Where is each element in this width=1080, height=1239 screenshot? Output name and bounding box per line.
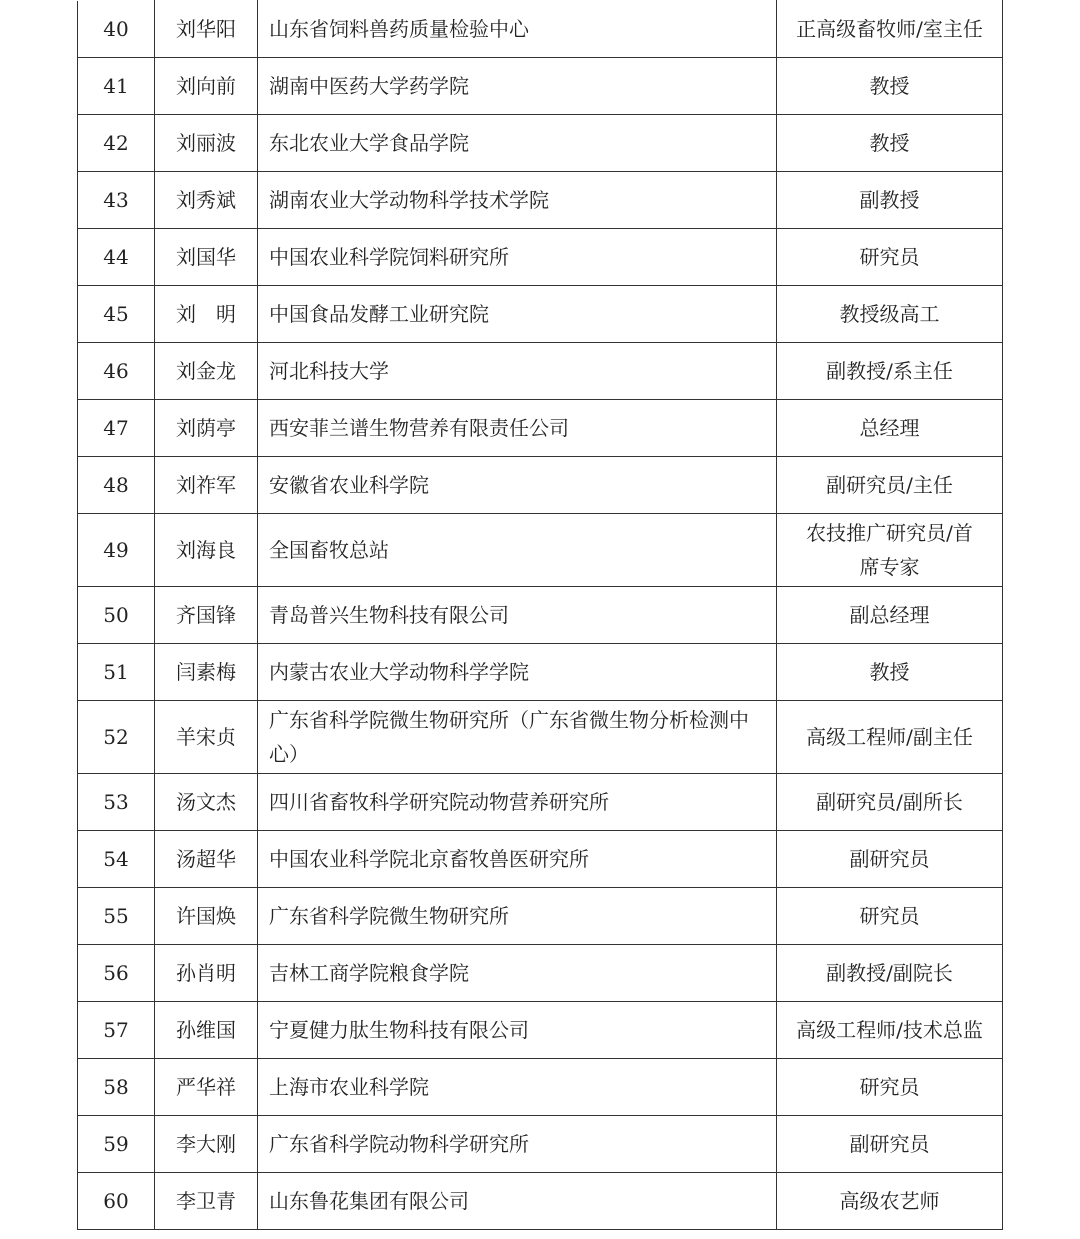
table-row bbox=[78, 286, 1003, 343]
expert-title: 正高级畜牧师/室主任 bbox=[777, 1, 1003, 58]
expert-organization: 四川省畜牧科学研究院动物营养研究所 bbox=[258, 774, 777, 831]
row-number: 48 bbox=[78, 457, 155, 514]
expert-name: 刘海良 bbox=[155, 514, 258, 587]
expert-title: 副教授 bbox=[777, 172, 1003, 229]
expert-organization: 吉林工商学院粮食学院 bbox=[258, 945, 777, 1002]
table-row bbox=[78, 1116, 1003, 1173]
expert-title: 副教授/系主任 bbox=[777, 343, 1003, 400]
table-row bbox=[78, 1173, 1003, 1230]
expert-title: 高级农艺师 bbox=[777, 1173, 1003, 1230]
table-row bbox=[78, 1002, 1003, 1059]
table-row bbox=[78, 587, 1003, 644]
expert-list-body bbox=[78, 1, 1003, 1230]
expert-name: 闫素梅 bbox=[155, 644, 258, 701]
expert-title: 副研究员/主任 bbox=[777, 457, 1003, 514]
expert-title: 高级工程师/副主任 bbox=[777, 701, 1003, 774]
expert-name: 刘祚军 bbox=[155, 457, 258, 514]
table-row bbox=[78, 400, 1003, 457]
row-number: 59 bbox=[78, 1116, 155, 1173]
expert-name: 刘荫亭 bbox=[155, 400, 258, 457]
expert-name: 汤超华 bbox=[155, 831, 258, 888]
table-row bbox=[78, 457, 1003, 514]
expert-title: 总经理 bbox=[777, 400, 1003, 457]
table-row bbox=[78, 774, 1003, 831]
row-number: 40 bbox=[78, 1, 155, 58]
expert-name: 刘丽波 bbox=[155, 115, 258, 172]
expert-organization: 宁夏健力肽生物科技有限公司 bbox=[258, 1002, 777, 1059]
expert-title: 农技推广研究员/首席专家 bbox=[777, 514, 1003, 587]
expert-organization: 内蒙古农业大学动物科学学院 bbox=[258, 644, 777, 701]
row-number: 54 bbox=[78, 831, 155, 888]
expert-title: 教授级高工 bbox=[777, 286, 1003, 343]
expert-title: 副研究员 bbox=[777, 831, 1003, 888]
row-number: 45 bbox=[78, 286, 155, 343]
expert-organization: 山东省饲料兽药质量检验中心 bbox=[258, 1, 777, 58]
expert-name: 刘向前 bbox=[155, 58, 258, 115]
expert-organization: 安徽省农业科学院 bbox=[258, 457, 777, 514]
expert-name: 孙维国 bbox=[155, 1002, 258, 1059]
expert-organization: 广东省科学院微生物研究所 bbox=[258, 888, 777, 945]
table-row bbox=[78, 58, 1003, 115]
expert-organization: 全国畜牧总站 bbox=[258, 514, 777, 587]
expert-title: 研究员 bbox=[777, 888, 1003, 945]
row-number: 44 bbox=[78, 229, 155, 286]
expert-title: 教授 bbox=[777, 115, 1003, 172]
row-number: 58 bbox=[78, 1059, 155, 1116]
expert-organization: 山东鲁花集团有限公司 bbox=[258, 1173, 777, 1230]
row-number: 51 bbox=[78, 644, 155, 701]
expert-title: 教授 bbox=[777, 58, 1003, 115]
expert-name: 李大刚 bbox=[155, 1116, 258, 1173]
row-number: 42 bbox=[78, 115, 155, 172]
row-number: 56 bbox=[78, 945, 155, 1002]
expert-organization: 广东省科学院微生物研究所（广东省微生物分析检测中心） bbox=[258, 701, 777, 774]
table-row bbox=[78, 831, 1003, 888]
expert-title: 研究员 bbox=[777, 1059, 1003, 1116]
table-row bbox=[78, 945, 1003, 1002]
expert-organization: 青岛普兴生物科技有限公司 bbox=[258, 587, 777, 644]
expert-name: 孙肖明 bbox=[155, 945, 258, 1002]
expert-name: 汤文杰 bbox=[155, 774, 258, 831]
table-row bbox=[78, 1, 1003, 58]
row-number: 57 bbox=[78, 1002, 155, 1059]
expert-title: 副总经理 bbox=[777, 587, 1003, 644]
expert-organization: 中国农业科学院饲料研究所 bbox=[258, 229, 777, 286]
expert-title: 研究员 bbox=[777, 229, 1003, 286]
row-number: 47 bbox=[78, 400, 155, 457]
expert-name: 刘华阳 bbox=[155, 1, 258, 58]
expert-organization: 湖南农业大学动物科学技术学院 bbox=[258, 172, 777, 229]
expert-name: 许国焕 bbox=[155, 888, 258, 945]
expert-name: 严华祥 bbox=[155, 1059, 258, 1116]
expert-organization: 湖南中医药大学药学院 bbox=[258, 58, 777, 115]
expert-name: 李卫青 bbox=[155, 1173, 258, 1230]
expert-title: 副研究员/副所长 bbox=[777, 774, 1003, 831]
table-row bbox=[78, 514, 1003, 587]
row-number: 43 bbox=[78, 172, 155, 229]
table-row bbox=[78, 1059, 1003, 1116]
expert-list-table bbox=[77, 0, 1003, 1230]
expert-organization: 东北农业大学食品学院 bbox=[258, 115, 777, 172]
row-number: 60 bbox=[78, 1173, 155, 1230]
expert-name: 刘金龙 bbox=[155, 343, 258, 400]
row-number: 46 bbox=[78, 343, 155, 400]
row-number: 53 bbox=[78, 774, 155, 831]
expert-name: 刘国华 bbox=[155, 229, 258, 286]
expert-title: 副研究员 bbox=[777, 1116, 1003, 1173]
table-row bbox=[78, 343, 1003, 400]
expert-organization: 河北科技大学 bbox=[258, 343, 777, 400]
expert-title: 高级工程师/技术总监 bbox=[777, 1002, 1003, 1059]
row-number: 49 bbox=[78, 514, 155, 587]
expert-title: 副教授/副院长 bbox=[777, 945, 1003, 1002]
expert-title: 教授 bbox=[777, 644, 1003, 701]
expert-name: 刘 明 bbox=[155, 286, 258, 343]
expert-organization: 上海市农业科学院 bbox=[258, 1059, 777, 1116]
expert-organization: 中国食品发酵工业研究院 bbox=[258, 286, 777, 343]
expert-organization: 中国农业科学院北京畜牧兽医研究所 bbox=[258, 831, 777, 888]
table-row bbox=[78, 644, 1003, 701]
expert-organization: 广东省科学院动物科学研究所 bbox=[258, 1116, 777, 1173]
row-number: 52 bbox=[78, 701, 155, 774]
table-row bbox=[78, 888, 1003, 945]
row-number: 41 bbox=[78, 58, 155, 115]
row-number: 55 bbox=[78, 888, 155, 945]
expert-name: 齐国锋 bbox=[155, 587, 258, 644]
expert-organization: 西安菲兰谱生物营养有限责任公司 bbox=[258, 400, 777, 457]
expert-name: 刘秀斌 bbox=[155, 172, 258, 229]
table-row bbox=[78, 229, 1003, 286]
table-row bbox=[78, 701, 1003, 774]
row-number: 50 bbox=[78, 587, 155, 644]
table-row bbox=[78, 172, 1003, 229]
expert-name: 羊宋贞 bbox=[155, 701, 258, 774]
table-row bbox=[78, 115, 1003, 172]
